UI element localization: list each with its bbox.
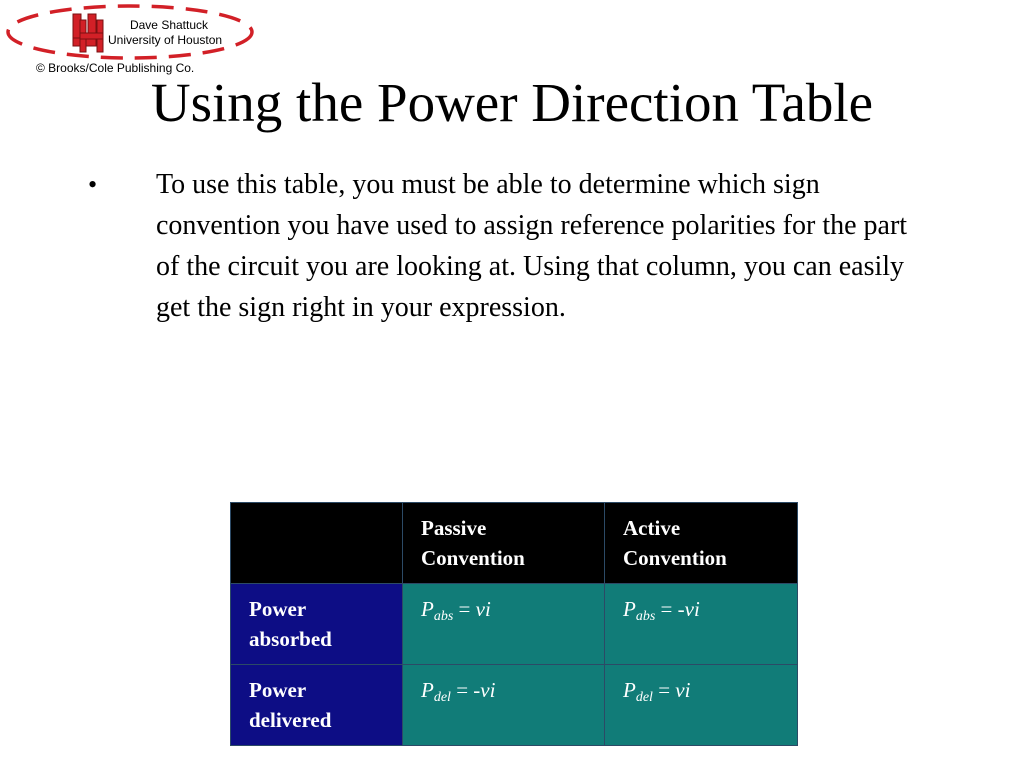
power-subscript: del <box>433 690 451 705</box>
equals-sign: = <box>453 597 476 621</box>
power-expression: vi <box>675 678 691 702</box>
copyright-notice: © Brooks/Cole Publishing Co. <box>36 61 195 75</box>
power-expression: -vi <box>473 678 496 702</box>
table-header-active: Active Convention <box>605 503 798 584</box>
cell-absorbed-active <box>605 584 798 665</box>
equals-sign: = <box>655 597 678 621</box>
power-symbol: P <box>623 678 636 702</box>
author-name: Dave Shattuck <box>129 18 209 32</box>
bullet-text: To use this table, you must be able to determine which sign convention you have used to assign reference polarities for the part of the circuit you are looking at. Using that column, you can easily get the sign right in your expression. <box>156 169 908 323</box>
power-expression: vi <box>475 597 491 621</box>
table-header-row <box>231 503 798 584</box>
bullet-icon: • <box>88 170 98 199</box>
power-subscript: del <box>635 690 653 705</box>
power-symbol: P <box>421 597 434 621</box>
table-row <box>231 665 798 746</box>
power-direction-table <box>230 502 798 746</box>
power-symbol: P <box>623 597 636 621</box>
institution-name: University of Houston <box>108 33 223 47</box>
power-subscript: abs <box>433 609 454 624</box>
power-expression: -vi <box>677 597 700 621</box>
table-row <box>231 584 798 665</box>
power-symbol: P <box>421 678 434 702</box>
row-label-absorbed: Power absorbed <box>231 584 403 665</box>
cell-absorbed-passive <box>403 584 605 665</box>
table-header-corner <box>231 503 403 584</box>
row-label-delivered: Power delivered <box>231 665 403 746</box>
slide-title: Using the Power Direction Table <box>150 72 874 133</box>
power-subscript: abs <box>635 609 656 624</box>
equals-sign: = <box>450 678 474 702</box>
cell-delivered-active <box>605 665 798 746</box>
equals-sign: = <box>652 678 676 702</box>
table-header-passive: Passive Convention <box>403 503 605 584</box>
cell-delivered-passive <box>403 665 605 746</box>
